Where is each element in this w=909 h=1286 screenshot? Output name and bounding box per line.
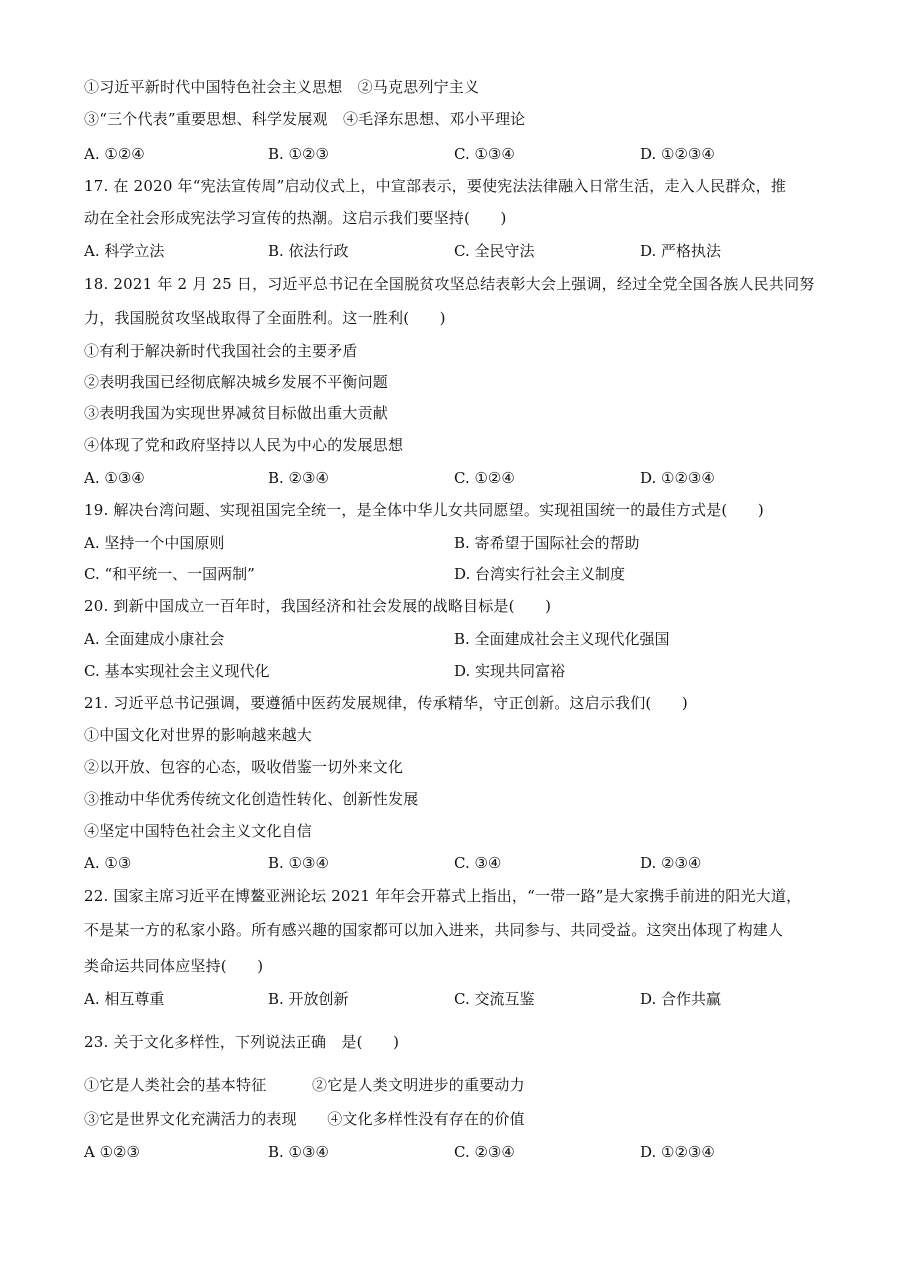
- answer-options-row: [84, 143, 843, 165]
- answer-option: D. ①②③④: [640, 145, 715, 163]
- answer-options-row: [84, 240, 843, 262]
- answer-option: C. “和平统一、一国两制”: [84, 565, 255, 583]
- answer-option: D. 合作共赢: [640, 990, 722, 1008]
- answer-options-row: [84, 467, 843, 489]
- answer-option: C. ①②④: [454, 469, 515, 487]
- text-line: 21. 习近平总书记强调，要遵循中医药发展规律，传承精华，守正创新。这启示我们( ): [84, 694, 688, 712]
- answer-option: C. 基本实现社会主义现代化: [84, 662, 270, 680]
- answer-options-row: [84, 532, 843, 554]
- answer-option: B. ②③④: [268, 469, 329, 487]
- text-line: 力，我国脱贫攻坚战取得了全面胜利。这一胜利( ): [84, 309, 446, 327]
- answer-options-row: [84, 563, 843, 585]
- answer-option: B. 依法行政: [268, 242, 349, 260]
- answer-option: B. ①②③: [268, 145, 329, 163]
- answer-option: A. 坚持一个中国原则: [84, 534, 225, 552]
- answer-options-row: [84, 660, 843, 682]
- text-line: ③表明我国为实现世界减贫目标做出重大贡献: [84, 404, 389, 422]
- answer-options-row: [84, 1141, 843, 1163]
- text-line: 19. 解决台湾问题、实现祖国完全统一，是全体中华儿女共同愿望。实现祖国统一的最佳方式是( ): [84, 501, 764, 519]
- answer-option: D. ②③④: [640, 854, 702, 872]
- answer-option: A. 相互尊重: [84, 990, 165, 1008]
- answer-option: C. 交流互鉴: [454, 990, 535, 1008]
- text-line: ①中国文化对世界的影响越来越大: [84, 726, 313, 744]
- text-line: 17. 在 2020 年“宪法宣传周”启动仪式上，中宣部表示，要使宪法法律融入日常生活，走入人民群众，推: [84, 177, 787, 195]
- answer-option: B. 开放创新: [268, 990, 349, 1008]
- answer-option: A. ①③④: [84, 469, 145, 487]
- answer-option: A. 科学立法: [84, 242, 165, 260]
- answer-option: C. ③④: [454, 854, 502, 872]
- text-line: 18. 2021 年 2 月 25 日，习近平总书记在全国脱贫攻坚总结表彰大会上强调，经过全党全国各族人民共同努: [84, 275, 815, 293]
- answer-options-row: [84, 628, 843, 650]
- answer-option: C. ②③④: [454, 1143, 515, 1161]
- text-line: 不是某一方的私家小路。所有感兴趣的国家都可以加入进来，共同参与、共同受益。这突出体现了构建人: [84, 921, 784, 939]
- answer-option: D. 实现共同富裕: [454, 662, 566, 680]
- text-line: ④坚定中国特色社会主义文化自信: [84, 822, 313, 840]
- answer-options-row: [84, 988, 843, 1010]
- text-line: ③它是世界文化充满活力的表现 ④文化多样性没有存在的价值: [84, 1110, 525, 1128]
- answer-option: B. ①③④: [268, 854, 329, 872]
- answer-option: B. 寄希望于国际社会的帮助: [454, 534, 640, 552]
- answer-option: D. ①②③④: [640, 1143, 715, 1161]
- text-line: ②表明我国已经彻底解决城乡发展不平衡问题: [84, 373, 389, 391]
- text-line: ①它是人类社会的基本特征 ②它是人类文明进步的重要动力: [84, 1076, 525, 1094]
- text-line: ①有利于解决新时代我国社会的主要矛盾: [84, 342, 358, 360]
- text-line: 类命运共同体应坚持( ): [84, 957, 264, 975]
- answer-option: D. 台湾实行社会主义制度: [454, 565, 626, 583]
- answer-option: A ①②③: [84, 1143, 140, 1161]
- text-line: ④体现了党和政府坚持以人民为中心的发展思想: [84, 436, 404, 454]
- text-line: 23. 关于文化多样性，下列说法正确 是( ): [84, 1033, 400, 1051]
- answer-option: A. ①③: [84, 854, 132, 872]
- text-line: ①习近平新时代中国特色社会主义思想 ②马克思列宁主义: [84, 78, 480, 96]
- text-line: ③“三个代表”重要思想、科学发展观 ④毛泽东思想、邓小平理论: [84, 110, 526, 128]
- answer-option: C. ①③④: [454, 145, 515, 163]
- text-line: ③推动中华优秀传统文化创造性转化、创新性发展: [84, 790, 419, 808]
- answer-option: A. 全面建成小康社会: [84, 630, 225, 648]
- answer-option: B. ①③④: [268, 1143, 329, 1161]
- answer-option: C. 全民守法: [454, 242, 535, 260]
- text-line: 动在全社会形成宪法学习宣传的热潮。这启示我们要坚持( ): [84, 209, 507, 227]
- answer-option: D. 严格执法: [640, 242, 722, 260]
- answer-option: B. 全面建成社会主义现代化强国: [454, 630, 670, 648]
- text-line: 22. 国家主席习近平在博鳌亚洲论坛 2021 年年会开幕式上指出，“一带一路”是大家携手前进的阳光大道，: [84, 887, 802, 905]
- text-line: 20. 到新中国成立一百年时，我国经济和社会发展的战略目标是( ): [84, 597, 552, 615]
- text-line: ②以开放、包容的心态，吸收借鉴一切外来文化: [84, 758, 404, 776]
- answer-option: D. ①②③④: [640, 469, 715, 487]
- answer-option: A. ①②④: [84, 145, 145, 163]
- answer-options-row: [84, 852, 843, 874]
